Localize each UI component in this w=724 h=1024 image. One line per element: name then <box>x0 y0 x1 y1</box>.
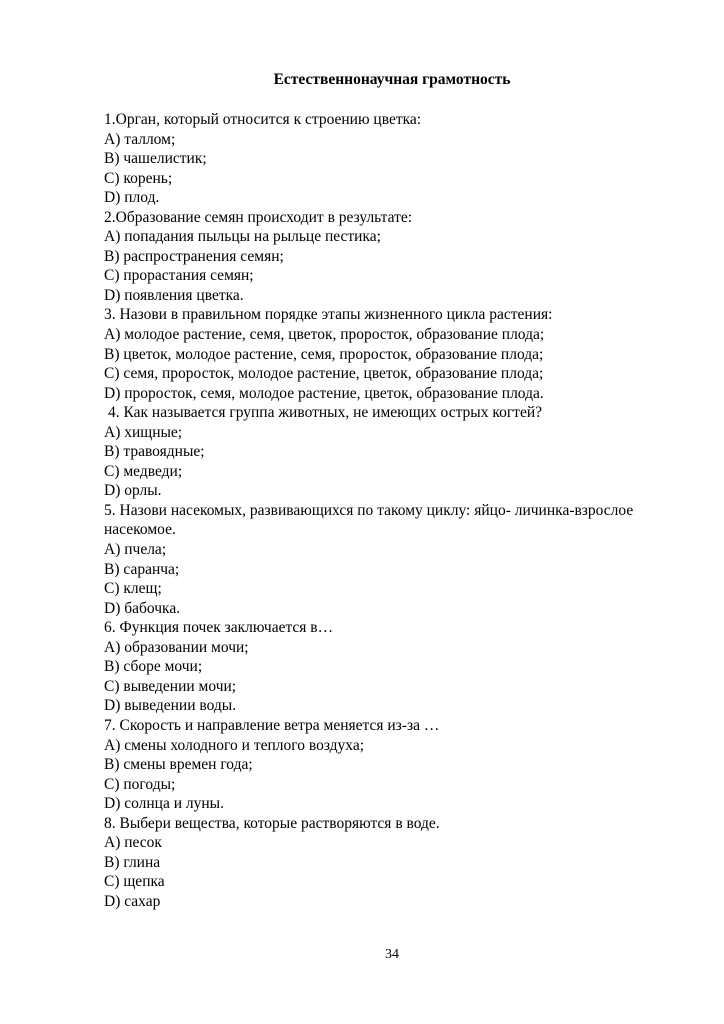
question-6-option-c: C) выведении мочи; <box>104 677 237 695</box>
question-3-option-c: C) семя, проросток, молодое растение, цветок, образование плода; <box>104 365 544 383</box>
question-5-option-c: C) клещ; <box>104 580 162 598</box>
question-3-option-b: B) цветок, молодое растение, семя, проросток, образование плода; <box>104 345 544 363</box>
question-4-option-b: B) травоядные; <box>104 443 205 461</box>
question-8-option-c: C) щепка <box>104 873 165 891</box>
question-2-option-c: C) прорастания семян; <box>104 267 254 285</box>
question-7-option-b: B) смены времен года; <box>104 756 253 774</box>
question-7-option-d: D) солнца и луны. <box>104 795 224 813</box>
question-2-option-a: A) попадания пыльцы на рыльце пестика; <box>104 228 381 246</box>
question-5-text-cont: насекомое. <box>104 521 176 539</box>
page-number: 34 <box>385 947 399 962</box>
question-2-text: 2.Образование семян происходит в результате: <box>104 208 413 226</box>
question-1-option-c: C) корень; <box>104 169 173 187</box>
question-4-option-a: A) хищные; <box>104 423 183 441</box>
question-6-option-a: A) образовании мочи; <box>104 638 249 656</box>
question-4-text: 4. Как называется группа животных, не имеющих острых когтей? <box>108 404 543 422</box>
question-5-text: 5. Назови насекомых, развивающихся по такому циклу: яйцо- личинка-взрослое <box>104 501 634 519</box>
question-1-option-b: B) чашелистик; <box>104 150 207 168</box>
question-6-option-d: D) выведении воды. <box>104 697 237 715</box>
question-8-option-d: D) сахар <box>104 892 161 910</box>
question-2-option-d: D) появления цветка. <box>104 286 244 304</box>
question-8-text: 8. Выбери вещества, которые растворяются в воде. <box>104 814 440 832</box>
question-1-option-d: D) плод. <box>104 189 160 207</box>
question-1-option-a: A) таллом; <box>104 130 176 148</box>
question-2-option-b: B) распространения семян; <box>104 247 284 265</box>
question-4-option-c: C) медведи; <box>104 462 183 480</box>
question-3-text: 3. Назови в правильном порядке этапы жизненного цикла растения: <box>104 306 553 324</box>
questions-list <box>104 110 634 911</box>
question-7-option-a: A) смены холодного и теплого воздуха; <box>104 736 365 754</box>
question-3-option-d: D) проросток, семя, молодое растение, цветок, образование плода. <box>104 384 544 402</box>
question-8-option-a: A) песок <box>104 834 162 852</box>
question-5-option-d: D) бабочка. <box>104 599 181 617</box>
question-5-option-a: A) пчела; <box>104 541 167 559</box>
question-4-option-d: D) орлы. <box>104 482 162 500</box>
question-8-option-b: B) глина <box>104 853 161 871</box>
question-3-option-a: A) молодое растение, семя, цветок, проросток, образование плода; <box>104 326 545 344</box>
question-6-text: 6. Функция почек заключается в… <box>104 619 334 637</box>
page-title: Естественнонаучная грамотность <box>273 71 511 88</box>
question-6-option-b: B) сборе мочи; <box>104 658 203 676</box>
question-7-text: 7. Скорость и направление ветра меняется из-за … <box>104 716 440 734</box>
question-5-option-b: B) саранча; <box>104 560 180 578</box>
question-1-text: 1.Орган, который относится к строению цветка: <box>104 111 422 128</box>
question-7-option-c: C) погоды; <box>104 775 176 793</box>
